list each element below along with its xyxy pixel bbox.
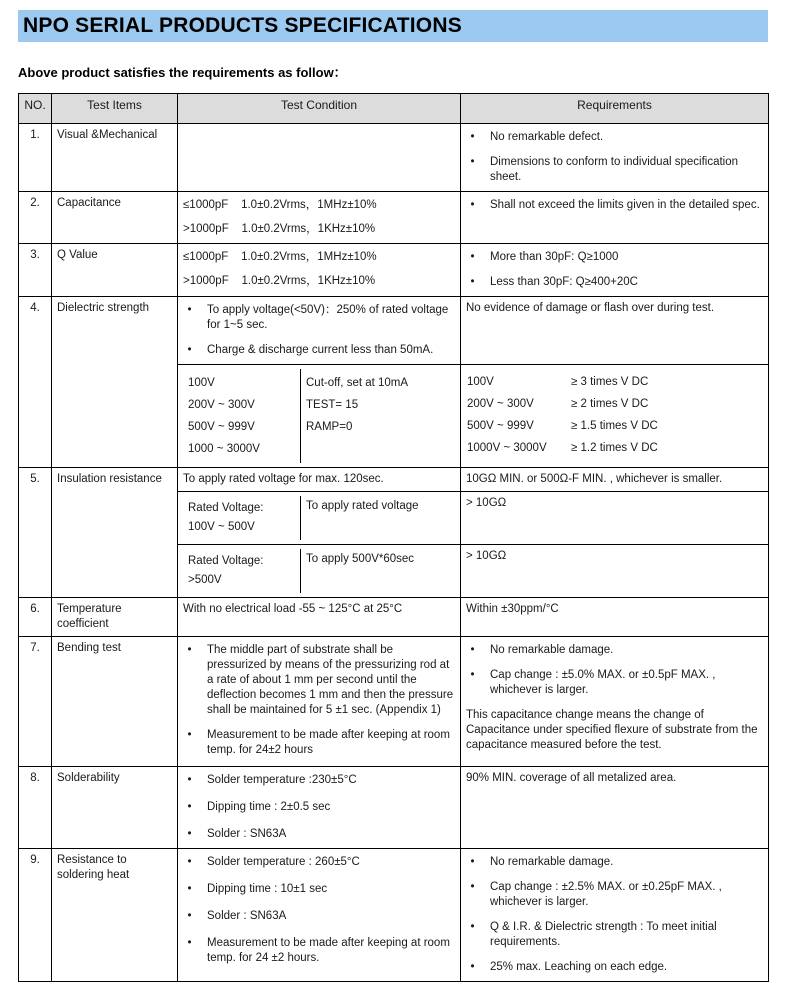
rated-voltage-range: 100V ~ 500V: [188, 521, 255, 533]
requirement-bullet: • Dimensions to conform to individual specification sheet.: [467, 155, 762, 185]
requirements-cell: Within ±30ppm/°C: [461, 598, 769, 637]
requirement-bullet: • Shall not exceed the limits given in the detailed spec.: [467, 198, 762, 213]
test-condition-cell: [178, 192, 461, 244]
rated-voltage-label: Rated Voltage:: [188, 555, 264, 567]
test-item: Temperature coefficient: [52, 598, 178, 637]
requirements-cell: [461, 244, 769, 297]
voltage-requirement-pair: [467, 371, 762, 393]
requirement-bullet: • No remarkable defect.: [467, 130, 762, 145]
condition-bullet: • Measurement to be made after keeping at room temp. for 24 ±2 hours.: [184, 936, 454, 966]
test-condition-cell: [178, 849, 461, 982]
cutoff-setting: RAMP=0: [306, 421, 353, 433]
requirements-cell: No evidence of damage or flash over during test.: [461, 297, 769, 365]
voltage-requirement-pair: [467, 393, 762, 415]
table-row: [19, 244, 769, 297]
row-no: 2.: [19, 192, 52, 244]
cutoff-setting: Cut-off, set at 10mA: [306, 377, 409, 389]
condition-bullet: • Charge & discharge current less than 50mA.: [184, 343, 454, 358]
condition-bullet: • The middle part of substrate shall be pressurized by means of the pressurizing rod at a rate of about 1 mm per second until the deflection becomes 1 mm and then the pressure shall be maintained for 5 ±1 sec. (Appendix 1): [184, 643, 454, 718]
subtitle: Above product satisfies the requirements as follow：: [18, 65, 347, 80]
requirement-bullet: • More than 30pF: Q≥1000: [467, 250, 762, 265]
voltage-range: 1000 ~ 3000V: [188, 443, 260, 455]
test-condition-subtable: [178, 545, 461, 598]
test-item: Q Value: [52, 244, 178, 297]
requirement-value: ≥ 1.2 times V DC: [571, 442, 658, 454]
table-row: [19, 849, 769, 982]
table-row: [19, 598, 769, 637]
condition-line: ≤1000pF 1.0±0.2Vrms，1MHz±10%: [183, 199, 377, 211]
requirements-cell: 90% MIN. coverage of all metalized area.: [461, 767, 769, 849]
table-row: [19, 767, 769, 849]
requirements-cell: > 10GΩ: [461, 545, 769, 598]
condition-bullet: • Solder : SN63A: [184, 827, 454, 842]
requirements-cell: [461, 365, 769, 468]
col-header-test-condition: Test Condition: [178, 94, 461, 124]
voltage-range: 200V ~ 300V: [467, 398, 534, 410]
test-condition-cell: [178, 297, 461, 365]
test-item: Capacitance: [52, 192, 178, 244]
requirement-value: ≥ 1.5 times V DC: [571, 420, 658, 432]
table-row: [19, 297, 769, 365]
requirement-bullet: • 25% max. Leaching on each edge.: [467, 960, 762, 975]
requirements-cell: > 10GΩ: [461, 492, 769, 545]
test-item: Bending test: [52, 637, 178, 767]
header-row: [19, 94, 769, 124]
table-row: [19, 468, 769, 492]
row-no: 6.: [19, 598, 52, 637]
row-no: 7.: [19, 637, 52, 767]
test-condition-subtable: [178, 365, 461, 468]
condition-line: >1000pF 1.0±0.2Vrms，1KHz±10%: [183, 223, 376, 235]
condition-bullet: • Measurement to be made after keeping at room temp. for 24±2 hours: [184, 728, 454, 758]
apply-voltage-note: To apply 500V*60sec: [306, 553, 415, 565]
voltage-range: 200V ~ 300V: [188, 399, 255, 411]
row-no: 8.: [19, 767, 52, 849]
table-row: [19, 637, 769, 767]
test-item: Visual &Mechanical: [52, 124, 178, 192]
spec-table: [18, 93, 769, 982]
requirements-cell: [461, 124, 769, 192]
test-condition-cell: [178, 244, 461, 297]
requirement-bullet: • Cap change : ±2.5% MAX. or ±0.25pF MAX. , whichever is larger.: [467, 880, 762, 910]
row-no: 3.: [19, 244, 52, 297]
test-condition-cell: To apply rated voltage for max. 120sec.: [178, 468, 461, 492]
test-condition-subtable: [178, 492, 461, 545]
condition-bullet: • Dipping time : 2±0.5 sec: [184, 800, 454, 815]
requirement-note: This capacitance change means the change of Capacitance under specified flexure of substrate from the capacitance measured before the test.: [466, 709, 758, 751]
test-condition-cell: With no electrical load -55 ~ 125°C at 25°C: [178, 598, 461, 637]
test-item: Resistance to soldering heat: [52, 849, 178, 982]
title-bar: [18, 10, 768, 42]
table-row: [19, 192, 769, 244]
requirements-cell: [461, 192, 769, 244]
requirement-bullet: • No remarkable damage.: [467, 643, 762, 658]
col-header-test-items: Test Items: [52, 94, 178, 124]
condition-line: >1000pF 1.0±0.2Vrms，1KHz±10%: [183, 275, 376, 287]
test-condition-cell: [178, 637, 461, 767]
condition-line: ≤1000pF 1.0±0.2Vrms，1MHz±10%: [183, 251, 377, 263]
table-row: [19, 124, 769, 192]
col-header-no: NO.: [19, 94, 52, 124]
test-condition-cell: [178, 124, 461, 192]
voltage-requirement-pair: [467, 415, 762, 437]
row-no: 5.: [19, 468, 52, 598]
row-no: 4.: [19, 297, 52, 468]
col-header-requirements: Requirements: [461, 94, 769, 124]
voltage-range: 100V: [467, 376, 494, 388]
condition-bullet: • Solder temperature : 260±5°C: [184, 855, 454, 870]
requirement-bullet: • Less than 30pF: Q≥400+20C: [467, 275, 762, 290]
requirement-value: ≥ 2 times V DC: [571, 398, 649, 410]
requirement-bullet: • No remarkable damage.: [467, 855, 762, 870]
voltage-range: 1000V ~ 3000V: [467, 442, 547, 454]
requirement-bullet: • Q & I.R. & Dielectric strength : To meet initial requirements.: [467, 920, 762, 950]
apply-voltage-note: To apply rated voltage: [306, 500, 419, 512]
condition-bullet: • Dipping time : 10±1 sec: [184, 882, 454, 897]
condition-bullet: • Solder temperature :230±5°C: [184, 773, 454, 788]
rated-voltage-label: Rated Voltage:: [188, 502, 264, 514]
test-condition-cell: [178, 767, 461, 849]
requirements-cell: 10GΩ MIN. or 500Ω-F MIN. , whichever is smaller.: [461, 468, 769, 492]
requirement-value: ≥ 3 times V DC: [571, 376, 649, 388]
voltage-range: 100V: [188, 377, 215, 389]
condition-bullet: • To apply voltage(<50V)：250% of rated voltage for 1~5 sec.: [184, 303, 454, 333]
requirement-bullet: • Cap change : ±5.0% MAX. or ±0.5pF MAX. , whichever is larger.: [467, 668, 762, 698]
voltage-range: 500V ~ 999V: [188, 421, 255, 433]
voltage-range: 500V ~ 999V: [467, 420, 534, 432]
row-no: 1.: [19, 124, 52, 192]
requirements-cell: [461, 637, 769, 767]
page-title: NPO SERIAL PRODUCTS SPECIFICATIONS: [23, 14, 462, 37]
cutoff-setting: TEST= 15: [306, 399, 359, 411]
voltage-requirement-pair: [467, 437, 762, 459]
requirements-cell: [461, 849, 769, 982]
rated-voltage-range: >500V: [188, 574, 222, 586]
condition-bullet: • Solder : SN63A: [184, 909, 454, 924]
test-item: Insulation resistance: [52, 468, 178, 598]
test-item: Dielectric strength: [52, 297, 178, 468]
row-no: 9.: [19, 849, 52, 982]
test-item: Solderability: [52, 767, 178, 849]
